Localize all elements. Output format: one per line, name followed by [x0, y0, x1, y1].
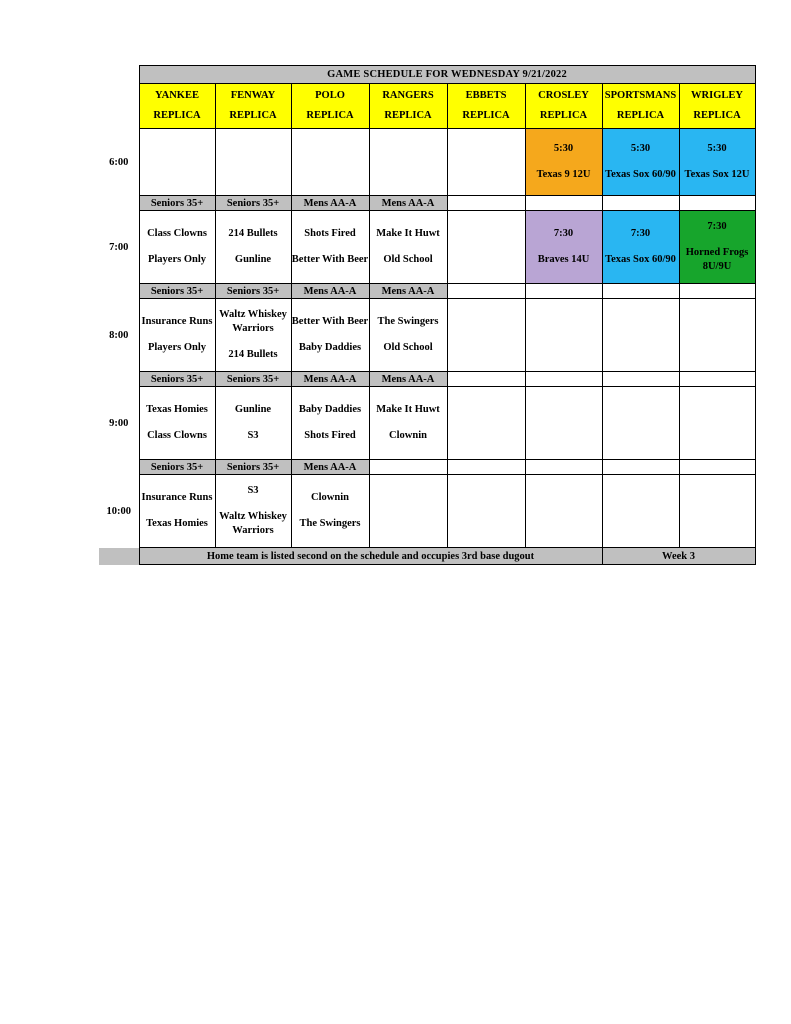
league-label — [525, 196, 602, 211]
game-line-1: 214 Bullets — [228, 227, 278, 239]
game-cell-content — [603, 299, 679, 371]
game-line-2: Texas Sox 60/90 — [605, 169, 676, 180]
game-cell — [369, 211, 447, 284]
league-row-800 — [99, 284, 755, 299]
league-label: Seniors 35+ — [215, 196, 291, 211]
game-line-gap — [448, 241, 525, 253]
league-row-900 — [99, 372, 755, 387]
time-label: 10:00 — [99, 475, 139, 548]
field-subtitle: REPLICA — [229, 110, 277, 121]
game-line-gap — [680, 505, 755, 517]
game-cell-content — [140, 475, 215, 547]
game-cell-content — [292, 475, 369, 547]
game-line-2: Class Clowns — [147, 430, 207, 441]
game-line-2: Shots Fired — [304, 430, 356, 441]
game-cell — [369, 387, 447, 460]
field-header-row — [99, 84, 755, 129]
time-label: 7:00 — [99, 211, 139, 284]
game-line-2: Waltz Whiskey Warriors — [219, 510, 287, 537]
game-cell — [602, 387, 679, 460]
game-line-2: Texas Homies — [146, 518, 208, 529]
game-line-gap — [603, 156, 679, 168]
game-cell — [215, 475, 291, 548]
game-cell — [679, 387, 755, 460]
game-cell-content — [526, 211, 602, 283]
game-cell-content — [448, 387, 525, 459]
game-cell-content — [603, 211, 679, 283]
game-cell-content — [603, 387, 679, 459]
game-cell — [291, 387, 369, 460]
game-cell — [369, 475, 447, 548]
league-label: Seniors 35+ — [139, 460, 215, 475]
league-label — [447, 372, 525, 387]
league-label: Seniors 35+ — [139, 284, 215, 299]
field-name: FENWAY — [230, 90, 276, 102]
game-cell-content — [526, 387, 602, 459]
field-name: SPORTSMANS — [604, 90, 677, 102]
game-cell — [139, 129, 215, 196]
game-cell — [215, 129, 291, 196]
game-line-gap — [292, 329, 369, 341]
game-line-gap — [292, 417, 369, 429]
game-line-2: Better With Beer — [291, 254, 369, 265]
game-cell-content — [216, 475, 291, 547]
league-label: Seniors 35+ — [215, 284, 291, 299]
game-cell — [679, 475, 755, 548]
slot-row-1000 — [99, 475, 755, 548]
spacer-cell — [99, 284, 139, 299]
game-cell-content — [448, 475, 525, 547]
game-line-2: Baby Daddies — [298, 342, 362, 353]
game-line-gap — [370, 417, 447, 429]
game-cell — [447, 475, 525, 548]
game-line-gap — [292, 505, 369, 517]
league-label — [525, 284, 602, 299]
game-line-gap — [292, 241, 369, 253]
time-label: 6:00 — [99, 129, 139, 196]
field-header-fenway — [215, 84, 291, 129]
game-line-gap — [140, 329, 215, 341]
game-line-gap — [370, 156, 447, 168]
game-line-1: Clownin — [311, 491, 349, 503]
game-line-gap — [216, 417, 291, 429]
game-cell — [215, 387, 291, 460]
game-cell-content — [526, 475, 602, 547]
game-cell — [139, 475, 215, 548]
game-cell — [679, 211, 755, 284]
league-label — [369, 460, 447, 475]
game-line-gap — [370, 329, 447, 341]
league-row-1000 — [99, 460, 755, 475]
field-header-crosley — [525, 84, 602, 129]
game-line-2: Horned Frogs 8U/9U — [685, 246, 749, 273]
game-line-2: Texas Sox 12U — [684, 169, 750, 180]
spacer-cell — [99, 196, 139, 211]
league-label — [602, 460, 679, 475]
game-line-1: Shots Fired — [304, 227, 356, 239]
game-line-2: Texas 9 12U — [536, 169, 591, 180]
game-line-1: Make It Huwt — [376, 227, 440, 239]
league-label — [525, 460, 602, 475]
slot-row-900 — [99, 387, 755, 460]
game-cell — [447, 299, 525, 372]
game-cell-content — [680, 211, 755, 283]
field-subtitle: REPLICA — [384, 110, 432, 121]
game-line-gap — [526, 329, 602, 341]
league-label: Seniors 35+ — [139, 196, 215, 211]
game-cell-content — [370, 387, 447, 459]
game-cell-content — [526, 129, 602, 195]
game-cell — [602, 475, 679, 548]
game-line-2: Players Only — [147, 254, 207, 265]
game-cell-content — [216, 129, 291, 195]
spacer-cell — [99, 548, 139, 565]
league-label — [679, 196, 755, 211]
slot-row-800 — [99, 299, 755, 372]
league-label — [602, 196, 679, 211]
game-cell — [602, 129, 679, 196]
game-cell-content — [603, 475, 679, 547]
field-header-sportsmans — [602, 84, 679, 129]
schedule-title: GAME SCHEDULE FOR WEDNESDAY 9/21/2022 — [139, 66, 755, 84]
game-cell — [291, 475, 369, 548]
spacer-cell — [99, 84, 139, 129]
field-header-ebbets — [447, 84, 525, 129]
game-cell — [291, 299, 369, 372]
game-line-gap — [526, 417, 602, 429]
time-label: 8:00 — [99, 299, 139, 372]
game-line-gap — [448, 417, 525, 429]
game-line-1: Class Clowns — [147, 227, 207, 239]
game-cell — [525, 387, 602, 460]
title-row — [99, 66, 755, 84]
game-cell — [369, 129, 447, 196]
game-line-gap — [216, 498, 291, 510]
game-cell-content — [448, 129, 525, 195]
week-label: Week 3 — [602, 548, 755, 565]
game-cell — [525, 475, 602, 548]
game-line-1: 7:30 — [630, 227, 651, 239]
game-cell-content — [216, 387, 291, 459]
spacer-cell — [99, 460, 139, 475]
game-cell — [291, 129, 369, 196]
game-line-2: The Swingers — [299, 518, 361, 529]
league-label — [447, 460, 525, 475]
slot-row-700 — [99, 211, 755, 284]
game-line-gap — [603, 241, 679, 253]
league-label — [447, 196, 525, 211]
game-cell-content — [680, 475, 755, 547]
league-label — [679, 460, 755, 475]
field-name: CROSLEY — [538, 90, 589, 102]
game-cell-content — [370, 129, 447, 195]
game-line-2: Gunline — [234, 254, 272, 265]
game-cell-content — [292, 129, 369, 195]
game-cell-content — [140, 387, 215, 459]
game-cell — [215, 211, 291, 284]
game-line-2: Braves 14U — [537, 254, 590, 265]
spacer-cell — [99, 66, 139, 84]
game-line-2: 214 Bullets — [228, 349, 278, 361]
field-subtitle: REPLICA — [616, 110, 665, 121]
field-header-rangers — [369, 84, 447, 129]
field-subtitle: REPLICA — [153, 110, 201, 121]
game-cell-content — [680, 299, 755, 371]
game-line-gap — [370, 505, 447, 517]
game-cell-content — [680, 129, 755, 195]
game-cell — [447, 387, 525, 460]
game-cell-content — [370, 211, 447, 283]
game-line-gap — [680, 417, 755, 429]
league-label: Mens AA-A — [291, 196, 369, 211]
field-subtitle: REPLICA — [462, 110, 510, 121]
footer-note: Home team is listed second on the schedule and occupies 3rd base dugout — [139, 548, 602, 565]
field-subtitle: REPLICA — [539, 110, 588, 121]
game-line-gap — [140, 505, 215, 517]
league-label — [447, 284, 525, 299]
game-cell-content — [448, 299, 525, 371]
game-cell-content — [216, 299, 291, 371]
game-cell — [139, 299, 215, 372]
game-line-2: Players Only — [147, 342, 207, 353]
field-name: WRIGLEY — [691, 90, 743, 102]
game-line-gap — [140, 417, 215, 429]
game-cell-content — [292, 299, 369, 371]
game-cell — [139, 387, 215, 460]
field-header-wrigley — [679, 84, 755, 129]
game-line-1: 7:30 — [553, 227, 574, 239]
game-line-1: Make It Huwt — [376, 403, 440, 415]
field-name: POLO — [315, 90, 345, 102]
game-line-1: Waltz Whiskey Warriors — [219, 308, 287, 334]
game-line-gap — [216, 336, 291, 348]
game-line-gap — [603, 329, 679, 341]
game-line-gap — [603, 505, 679, 517]
game-cell — [447, 211, 525, 284]
field-subtitle: REPLICA — [693, 110, 741, 121]
game-cell — [447, 129, 525, 196]
game-cell — [369, 299, 447, 372]
game-line-gap — [370, 241, 447, 253]
game-line-gap — [526, 505, 602, 517]
time-label: 9:00 — [99, 387, 139, 460]
game-cell-content — [526, 299, 602, 371]
game-line-gap — [140, 241, 215, 253]
league-label: Seniors 35+ — [215, 372, 291, 387]
game-cell-content — [370, 475, 447, 547]
game-cell-content — [448, 211, 525, 283]
game-cell-content — [140, 299, 215, 371]
game-line-2: Old School — [383, 254, 433, 265]
league-label — [525, 372, 602, 387]
game-line-gap — [140, 156, 215, 168]
game-line-gap — [680, 234, 755, 246]
game-line-gap — [448, 329, 525, 341]
game-line-1: 5:30 — [553, 142, 574, 154]
game-line-1: 5:30 — [630, 142, 651, 154]
game-line-1: Baby Daddies — [298, 403, 362, 415]
league-label: Mens AA-A — [369, 284, 447, 299]
game-cell — [679, 299, 755, 372]
league-label — [602, 284, 679, 299]
game-cell — [525, 129, 602, 196]
league-label — [602, 372, 679, 387]
game-cell-content — [680, 387, 755, 459]
game-cell-content — [292, 211, 369, 283]
game-cell-content — [216, 211, 291, 283]
spacer-cell — [99, 372, 139, 387]
game-cell — [525, 299, 602, 372]
game-line-gap — [448, 156, 525, 168]
game-line-1: 5:30 — [707, 142, 727, 154]
game-line-1: The Swingers — [377, 315, 439, 327]
game-cell — [525, 211, 602, 284]
game-cell — [602, 211, 679, 284]
field-header-yankee — [139, 84, 215, 129]
game-cell — [139, 211, 215, 284]
league-label: Mens AA-A — [291, 460, 369, 475]
field-name: RANGERS — [382, 90, 434, 102]
game-line-2: Texas Sox 60/90 — [605, 254, 676, 265]
game-line-1: Insurance Runs — [141, 315, 213, 327]
game-line-gap — [448, 505, 525, 517]
game-line-gap — [292, 156, 369, 168]
league-label: Mens AA-A — [369, 372, 447, 387]
league-label: Seniors 35+ — [215, 460, 291, 475]
game-line-1: Gunline — [234, 403, 272, 415]
game-line-gap — [603, 417, 679, 429]
footer-row — [99, 548, 755, 565]
field-subtitle: REPLICA — [306, 110, 354, 121]
game-line-1: 7:30 — [707, 220, 727, 232]
league-label: Mens AA-A — [291, 284, 369, 299]
game-line-1: Insurance Runs — [141, 491, 213, 503]
slot-row-600 — [99, 129, 755, 196]
league-label: Mens AA-A — [291, 372, 369, 387]
league-label — [679, 372, 755, 387]
league-label: Seniors 35+ — [139, 372, 215, 387]
game-cell-content — [603, 129, 679, 195]
game-line-gap — [216, 156, 291, 168]
game-line-2: Old School — [383, 342, 433, 353]
game-cell — [215, 299, 291, 372]
game-line-gap — [680, 156, 755, 168]
game-line-gap — [526, 156, 602, 168]
league-row-700 — [99, 196, 755, 211]
field-header-polo — [291, 84, 369, 129]
game-line-1: Texas Homies — [146, 403, 208, 415]
game-line-2: Clownin — [389, 430, 427, 441]
league-label: Mens AA-A — [369, 196, 447, 211]
field-name: EBBETS — [465, 90, 507, 102]
game-line-1: Better With Beer — [291, 315, 369, 327]
game-cell — [602, 299, 679, 372]
game-cell-content — [370, 299, 447, 371]
game-cell-content — [140, 129, 215, 195]
game-line-gap — [680, 329, 755, 341]
game-line-gap — [216, 241, 291, 253]
game-cell-content — [140, 211, 215, 283]
game-cell — [291, 211, 369, 284]
game-line-2: S3 — [247, 430, 259, 441]
schedule-table — [99, 65, 756, 565]
league-label — [679, 284, 755, 299]
game-cell-content — [292, 387, 369, 459]
game-line-1: S3 — [247, 484, 259, 496]
game-cell — [679, 129, 755, 196]
field-name: YANKEE — [155, 90, 199, 102]
game-line-gap — [526, 241, 602, 253]
schedule-body — [99, 66, 755, 565]
